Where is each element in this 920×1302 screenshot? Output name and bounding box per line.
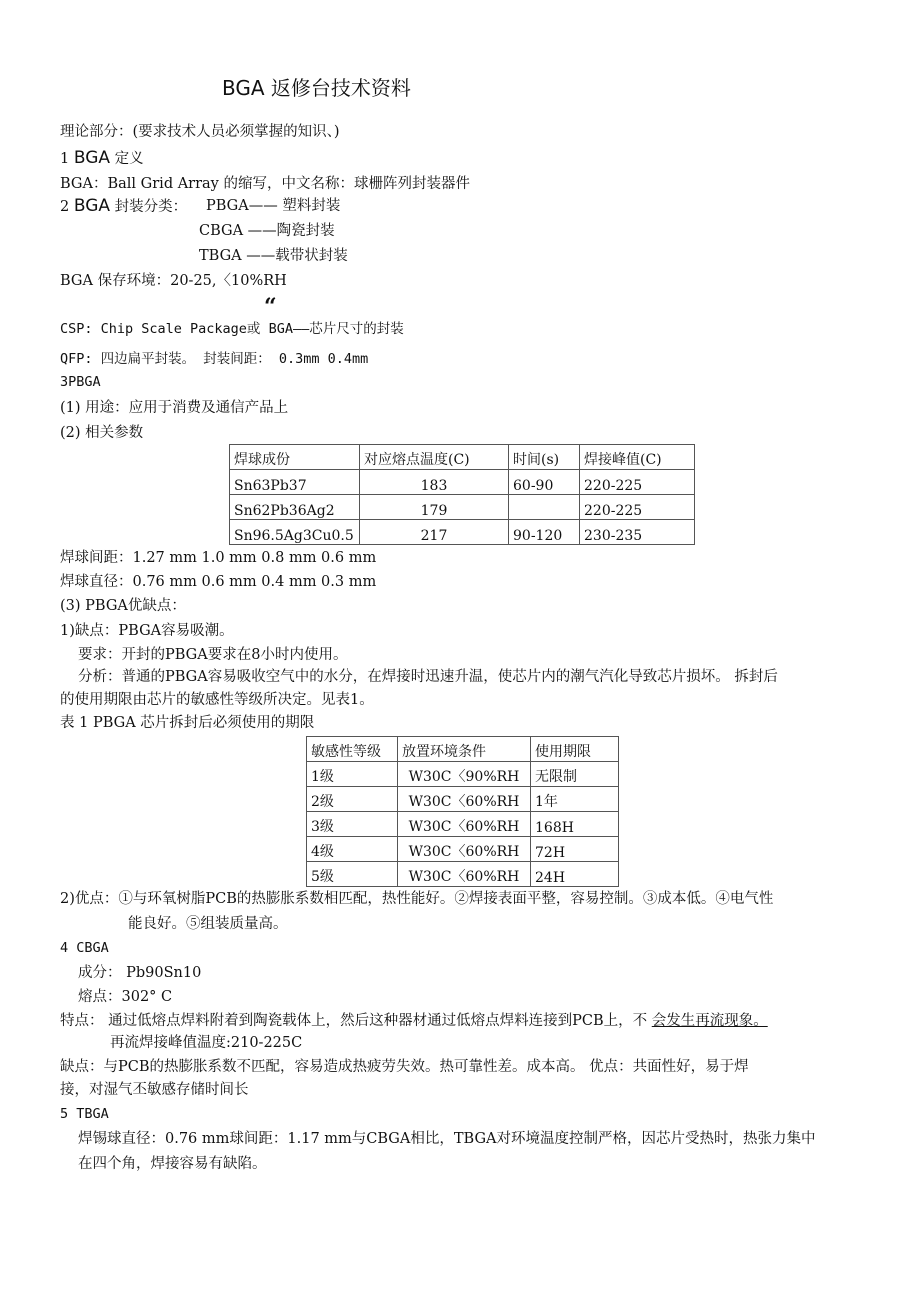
storage-line: BGA 保存环境：20-25,〈10%RH (60, 273, 287, 289)
section-5-heading: 5 TBGA (60, 1106, 109, 1122)
analysis-line-1: 分析：普通的PBGA容易吸收空气中的水分，在焊接时迅速升温，使芯片内的潮气汽化导致芯片损坏。 拆封后 (78, 669, 778, 685)
diameter-line: 焊球直径：0.76 mm 0.6 mm 0.4 mm 0.3 mm (60, 574, 377, 590)
table-cell: W30C〈60%RH (398, 812, 531, 837)
table-cell: 24H (531, 862, 619, 887)
table-cell: Sn96.5Ag3Cu0.5 (230, 520, 360, 545)
table-cell: 168H (531, 812, 619, 837)
table-header-cell: 敏感性等级 (307, 737, 398, 762)
section-1-bga: BGA (73, 148, 111, 168)
section-1-text: 定义 (114, 151, 144, 167)
table-cell: 183 (360, 470, 509, 495)
use-line: (1) 用途：应用于消费及通信产品上 (60, 400, 289, 416)
package-type-pbga: PBGA—— 塑料封装 (206, 198, 341, 214)
section-2-text: 封装分类： (114, 199, 188, 215)
table-cell: Sn63Pb37 (230, 470, 360, 495)
table-cell: 60-90 (509, 470, 580, 495)
table-row (307, 787, 619, 812)
table-header-cell: 放置环境条件 (398, 737, 531, 762)
section-3-heading: 3PBGA (60, 374, 101, 390)
table-header-cell: 时间(s) (509, 445, 580, 470)
csp-part-a: CSP: Chip Scale Package或 (60, 321, 261, 337)
table-cell: 4级 (307, 837, 398, 862)
bga-definition: BGA：Ball Grid Array 的缩写，中文名称：球栅阵列封装器件 (60, 176, 470, 192)
analysis-line-2: 的使用期限由芯片的敏感性等级所决定。见表1。 (60, 692, 374, 708)
table-cell: 220-225 (580, 470, 695, 495)
table-header-cell: 焊接峰值(C) (580, 445, 695, 470)
section-2-bga: BGA (73, 196, 111, 216)
table-row (230, 520, 695, 545)
table-cell: Sn62Pb36Ag2 (230, 495, 360, 520)
table-cell: 90-120 (509, 520, 580, 545)
table-cell: 217 (360, 520, 509, 545)
table-cell: 1年 (531, 787, 619, 812)
table-cell: 3级 (307, 812, 398, 837)
params-line: (2) 相关参数 (60, 425, 144, 441)
tbga-line-1: 焊锡球直径：0.76 mm球间距：1.17 mm与CBGA相比，TBGA对环境温度控制严格，因芯片受热时，热张力集中 (78, 1131, 816, 1147)
qfp-line: QFP: 四边扁平封装。 封装间距： 0.3mm 0.4mm (60, 351, 369, 367)
table-cell: 5级 (307, 862, 398, 887)
page-title: BGA 返修台技术资料 (222, 76, 411, 100)
section-1-number: 1 (60, 151, 70, 167)
table-cell: W30C〈60%RH (398, 787, 531, 812)
table-header-cell: 对应熔点温度(C) (360, 445, 509, 470)
package-type-tbga: TBGA ——载带状封装 (199, 248, 348, 264)
package-type-cbga: CBGA ——陶瓷封装 (199, 223, 335, 239)
pitch-line: 焊球间距：1.27 mm 1.0 mm 0.8 mm 0.6 mm (60, 550, 377, 566)
table-row (230, 470, 695, 495)
cbga-feature-b: 会发生再流现象。 (651, 1013, 768, 1029)
pbga-con: 1)缺点：PBGA容易吸潮。 (60, 623, 234, 639)
table-row (307, 762, 619, 787)
cbga-cons-line-1: 缺点：与PCB的热膨胀系数不匹配，容易造成热疲劳失效。热可靠性差。成本高。 优点：共面性好，易于焊 (60, 1059, 749, 1075)
intro-line: 理论部分：(要求技术人员必须掌握的知识、) (60, 124, 340, 140)
csp-line (60, 319, 404, 339)
pros-cons-heading: (3) PBGA优缺点： (60, 598, 186, 614)
section-1-heading (60, 148, 144, 169)
table-cell: 220-225 (580, 495, 695, 520)
table-cell: 72H (531, 837, 619, 862)
pbga-pros-line-1: 2)优点：①与环氧树脂PCB的热膨胀系数相匹配，热性能好。②焊接表面平整，容易控制。③成本低。④电气性 (60, 891, 774, 907)
table-row (307, 812, 619, 837)
cbga-melting-point: 熔点：302° C (78, 989, 173, 1005)
section-2-number: 2 (60, 199, 70, 215)
cbga-cons-line-2: 接，对湿气丕敏感存储时间长 (60, 1082, 249, 1098)
section-2-heading (60, 196, 187, 217)
cbga-composition: 成分： Pb90Sn10 (78, 965, 202, 981)
table-1-caption: 表 1 PBGA 芯片拆封后必须使用的期限 (60, 715, 315, 731)
table-cell: W30C〈60%RH (398, 862, 531, 887)
cbga-feature (60, 1011, 768, 1031)
solder-ball-table (229, 444, 695, 545)
quote-mark: “ (264, 294, 277, 320)
table-header-row (307, 737, 619, 762)
csp-part-b: BGA——芯片尺寸的封装 (268, 321, 404, 337)
tbga-line-2: 在四个角，焊接容易有缺陷。 (78, 1156, 267, 1172)
table-cell (509, 495, 580, 520)
table-row (307, 837, 619, 862)
table-cell: W30C〈60%RH (398, 837, 531, 862)
cbga-feature-a: 特点： 通过低熔点焊料附着到陶瓷载体上，然后这种器材通过低熔点焊料连接到PCB上，不 (60, 1013, 648, 1029)
sensitivity-table (306, 736, 619, 887)
table-cell: 179 (360, 495, 509, 520)
pbga-requirement: 要求：开封的PBGA要求在8小时内使用。 (78, 647, 348, 663)
table-cell: 2级 (307, 787, 398, 812)
table-header-row (230, 445, 695, 470)
table-cell: 230-235 (580, 520, 695, 545)
pbga-pros-line-2: 能良好。⑤组装质量高。 (128, 916, 288, 932)
table-header-cell: 焊球成份 (230, 445, 360, 470)
table-cell: W30C〈90%RH (398, 762, 531, 787)
table-row (230, 495, 695, 520)
table-header-cell: 使用期限 (531, 737, 619, 762)
table-cell: 1级 (307, 762, 398, 787)
reflow-peak: 再流焊接峰值温度:210-225C (110, 1035, 303, 1051)
table-row (307, 862, 619, 887)
section-4-heading: 4 CBGA (60, 940, 109, 956)
table-cell: 无限制 (531, 762, 619, 787)
